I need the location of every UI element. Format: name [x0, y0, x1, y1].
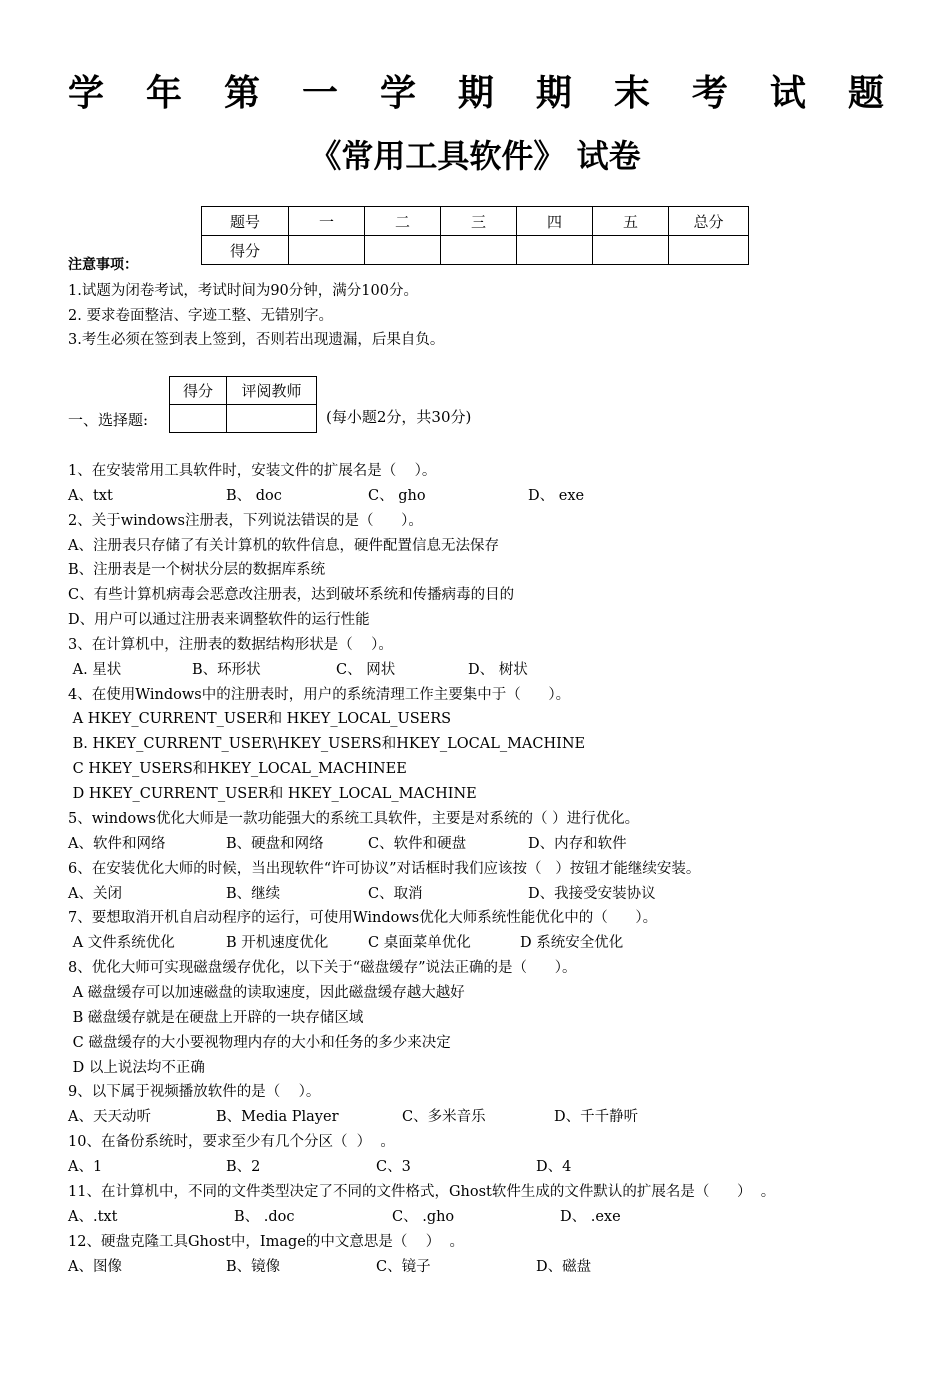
- question-11: 11、在计算机中，不同的文件类型决定了不同的文件格式，Ghost软件生成的文件默认的扩展名是（ ） 。: [68, 1184, 776, 1200]
- question-7: 7、要想取消开机自启动程序的运行，可使用Windows优化大师系统性能优化中的（ ）。: [68, 910, 658, 926]
- section-label: 一、选择题:: [68, 411, 149, 429]
- option: A. 星状: [68, 662, 122, 678]
- question-10: 10、在备份系统时，要求至少有几个分区（ ） 。: [68, 1134, 395, 1150]
- question-3: 3、在计算机中，注册表的数据结构形状是（ ）。: [68, 637, 393, 653]
- question-12-options: [68, 1257, 592, 1377]
- option: C、有些计算机病毒会恶意改注册表，达到破坏系统和传播病毒的目的: [68, 587, 515, 603]
- option: B、 doc: [226, 488, 282, 504]
- option: C 桌面菜单优化: [368, 935, 471, 951]
- option: D 系统安全优化: [520, 935, 624, 951]
- notice-item: 2. 要求卷面整洁、字迹工整、无错别字。: [68, 308, 333, 324]
- option: A HKEY_CURRENT_USER和 HKEY_LOCAL_USERS: [68, 711, 452, 727]
- score-row-label: 得分: [202, 236, 289, 265]
- option: B 磁盘缓存就是在硬盘上开辟的一块存储区域: [68, 1010, 364, 1026]
- title-char: 第: [223, 73, 260, 114]
- option: D、磁盘: [536, 1259, 592, 1275]
- grader-score-cell[interactable]: [170, 405, 227, 433]
- question-12: 12、硬盘克隆工具Ghost中，Image的中文意思是（ ） 。: [68, 1234, 465, 1250]
- score-table: [201, 206, 749, 265]
- option: B、 .doc: [234, 1209, 295, 1225]
- score-table-header-row: [202, 207, 749, 236]
- question-8: 8、优化大师可实现磁盘缓存优化，以下关于“磁盘缓存”说法正确的是（ ）。: [68, 960, 577, 976]
- option: B 开机速度优化: [226, 935, 329, 951]
- option: B、镜像: [226, 1259, 281, 1275]
- option: A、软件和网络: [68, 836, 166, 852]
- score-cell[interactable]: [593, 236, 669, 265]
- option: D、 .exe: [560, 1209, 621, 1225]
- section-note: (每小题2分，共30分): [326, 408, 472, 426]
- title-char: 末: [613, 73, 650, 114]
- title-char: 考: [691, 73, 728, 114]
- grader-score-label: 得分: [170, 377, 227, 405]
- score-cell[interactable]: [441, 236, 517, 265]
- title-char: 一: [301, 73, 338, 114]
- option: D、用户可以通过注册表来调整软件的运行性能: [68, 612, 370, 628]
- option: C、 gho: [368, 488, 426, 504]
- score-header-cell: 二: [365, 207, 441, 236]
- option: A、关闭: [68, 886, 122, 902]
- option: A、天天动听: [68, 1109, 151, 1125]
- option: D、4: [536, 1159, 572, 1175]
- title-char: 题: [847, 73, 884, 114]
- option: A、注册表只存储了有关计算机的软件信息，硬件配置信息无法保存: [68, 538, 499, 554]
- question-6: 6、在安装优化大师的时候，当出现软件“许可协议”对话框时我们应该按（ ）按钮才能继续安装。: [68, 861, 701, 877]
- option: D、 树状: [468, 662, 528, 678]
- option: C、 .gho: [392, 1209, 455, 1225]
- score-cell[interactable]: [365, 236, 441, 265]
- option: C、3: [376, 1159, 411, 1175]
- option: A、txt: [68, 488, 113, 504]
- option: C HKEY_USERS和HKEY_LOCAL_MACHINEE: [68, 761, 407, 777]
- option: D HKEY_CURRENT_USER和 HKEY_LOCAL_MACHINE: [68, 786, 477, 802]
- score-cell[interactable]: [517, 236, 593, 265]
- option: B、注册表是一个树状分层的数据库系统: [68, 562, 326, 578]
- title-char: 年: [145, 73, 182, 114]
- option: D 以上说法均不正确: [68, 1060, 205, 1076]
- option: B、Media Player: [216, 1109, 339, 1125]
- title-char: 试: [769, 73, 806, 114]
- option: B、继续: [226, 886, 281, 902]
- score-header-cell: 一: [289, 207, 365, 236]
- option: D、 exe: [528, 488, 585, 504]
- score-cell[interactable]: [289, 236, 365, 265]
- title-char: 学: [379, 73, 416, 114]
- exam-subtitle: 《常用工具软件》 试卷: [309, 137, 641, 175]
- option: C、镜子: [376, 1259, 431, 1275]
- option: D、内存和软件: [528, 836, 627, 852]
- score-header-cell: 题号: [202, 207, 289, 236]
- option: B、环形状: [192, 662, 261, 678]
- grader-teacher-cell[interactable]: [227, 405, 317, 433]
- exam-title: [68, 70, 884, 118]
- option: D、我接受安装协议: [528, 886, 656, 902]
- option: B. HKEY_CURRENT_USER\HKEY_USERS和HKEY_LOCAL_MACHINE: [68, 736, 586, 752]
- question-1: 1、在安装常用工具软件时，安装文件的扩展名是（ ）。: [68, 463, 437, 479]
- option: A 磁盘缓存可以加速磁盘的读取速度，因此磁盘缓存越大越好: [68, 985, 465, 1001]
- title-char: 学: [68, 73, 105, 114]
- score-header-cell: 三: [441, 207, 517, 236]
- score-header-cell: 总分: [669, 207, 749, 236]
- score-cell[interactable]: [669, 236, 749, 265]
- question-5: 5、windows优化大师是一款功能强大的系统工具软件，主要是对系统的（ ）进行优化。: [68, 811, 640, 827]
- title-char: 期: [457, 73, 494, 114]
- option: B、2: [226, 1159, 261, 1175]
- grader-table: [169, 376, 317, 433]
- score-header-cell: 五: [593, 207, 669, 236]
- option: C 磁盘缓存的大小要视物理内存的大小和任务的多少来决定: [68, 1035, 451, 1051]
- title-char: 期: [535, 73, 572, 114]
- option: A、.txt: [68, 1209, 118, 1225]
- option: D、千千静听: [554, 1109, 639, 1125]
- question-9: 9、以下属于视频播放软件的是（ ）。: [68, 1084, 321, 1100]
- notice-heading: 注意事项：: [68, 257, 138, 273]
- option: C、软件和硬盘: [368, 836, 467, 852]
- option: C、 网状: [336, 662, 396, 678]
- score-table-score-row: [202, 236, 749, 265]
- option: B、硬盘和网络: [226, 836, 324, 852]
- notice-item: 1.试题为闭卷考试，考试时间为90分钟，满分100分。: [68, 283, 418, 299]
- option: A、图像: [68, 1259, 122, 1275]
- question-4: 4、在使用Windows中的注册表时，用户的系统清理工作主要集中于（ ）。: [68, 687, 571, 703]
- option: A 文件系统优化: [68, 935, 175, 951]
- option: C、取消: [368, 886, 423, 902]
- option: A、1: [68, 1159, 103, 1175]
- option: C、多米音乐: [402, 1109, 486, 1125]
- score-header-cell: 四: [517, 207, 593, 236]
- question-2: 2、关于windows注册表，下列说法错误的是（ ）。: [68, 513, 423, 529]
- grader-teacher-label: 评阅教师: [227, 377, 317, 405]
- notice-item: 3.考生必须在签到表上签到，否则若出现遗漏，后果自负。: [68, 332, 445, 348]
